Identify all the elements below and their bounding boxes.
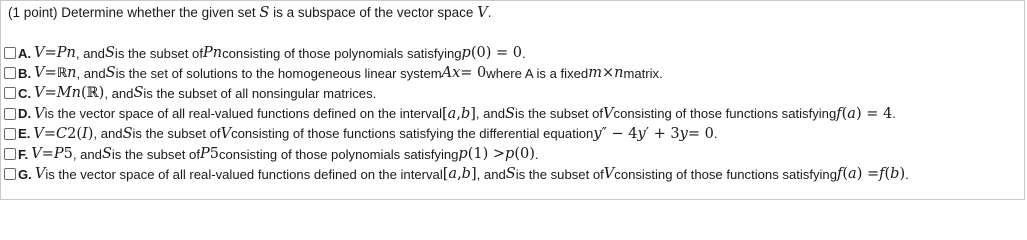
option-letter: B. bbox=[18, 65, 32, 81]
option-a[interactable]: A. V = P n , and S is the subset of P n consisting of those polynomials satisfying p (0) = 0 . bbox=[4, 43, 1022, 63]
option-letter: D. bbox=[18, 106, 32, 122]
option-letter: F. bbox=[18, 146, 29, 162]
option-c-checkbox[interactable] bbox=[4, 87, 16, 99]
option-c[interactable]: C. V = M n (ℝ) , and S is the subset of all nonsingular matrices. bbox=[4, 83, 1022, 103]
option-d[interactable]: D. V is the vector space of all real-valued functions defined on the interval [ a , b ] , and S is the subset of V consisting of those functions satisfying f ( a ) = 4 . bbox=[4, 104, 1022, 124]
option-d-checkbox[interactable] bbox=[4, 108, 16, 120]
option-g-checkbox[interactable] bbox=[4, 168, 16, 180]
option-letter: C. bbox=[18, 85, 32, 101]
option-a-checkbox[interactable] bbox=[4, 47, 16, 59]
question-text: (1 point) Determine whether the given set S is a subspace of the vector space V. bbox=[8, 5, 492, 21]
option-e[interactable]: E. V = C 2 ( I ) , and S is the subset of V consisting of those functions satisfying the differential equation y ″ − 4 y ′ + 3 y = 0 . bbox=[4, 124, 1022, 144]
option-b[interactable]: B. V = ℝ n , and S is the set of solutions to the homogeneous linear system Ax = 0 where A is a fixed m × n matrix. bbox=[4, 63, 1022, 83]
option-e-checkbox[interactable] bbox=[4, 128, 16, 140]
option-g[interactable]: G. V is the vector space of all real-valued functions defined on the interval [ a , b ] , and S is the subset of V consisting of those functions satisfying f ( a ) = f ( b ) . bbox=[4, 164, 1022, 184]
options-list bbox=[4, 43, 1022, 184]
option-f[interactable]: F. V = P 5 , and S is the subset of P 5 consisting of those polynomials satisfying p (1) > p (0) . bbox=[4, 144, 1022, 164]
option-b-checkbox[interactable] bbox=[4, 67, 16, 79]
option-letter: E. bbox=[18, 126, 31, 142]
space-symbol: V bbox=[477, 5, 488, 21]
option-letter: A. bbox=[18, 45, 32, 61]
set-symbol: S bbox=[259, 5, 270, 21]
option-letter: G. bbox=[18, 166, 32, 182]
option-f-checkbox[interactable] bbox=[4, 148, 16, 160]
